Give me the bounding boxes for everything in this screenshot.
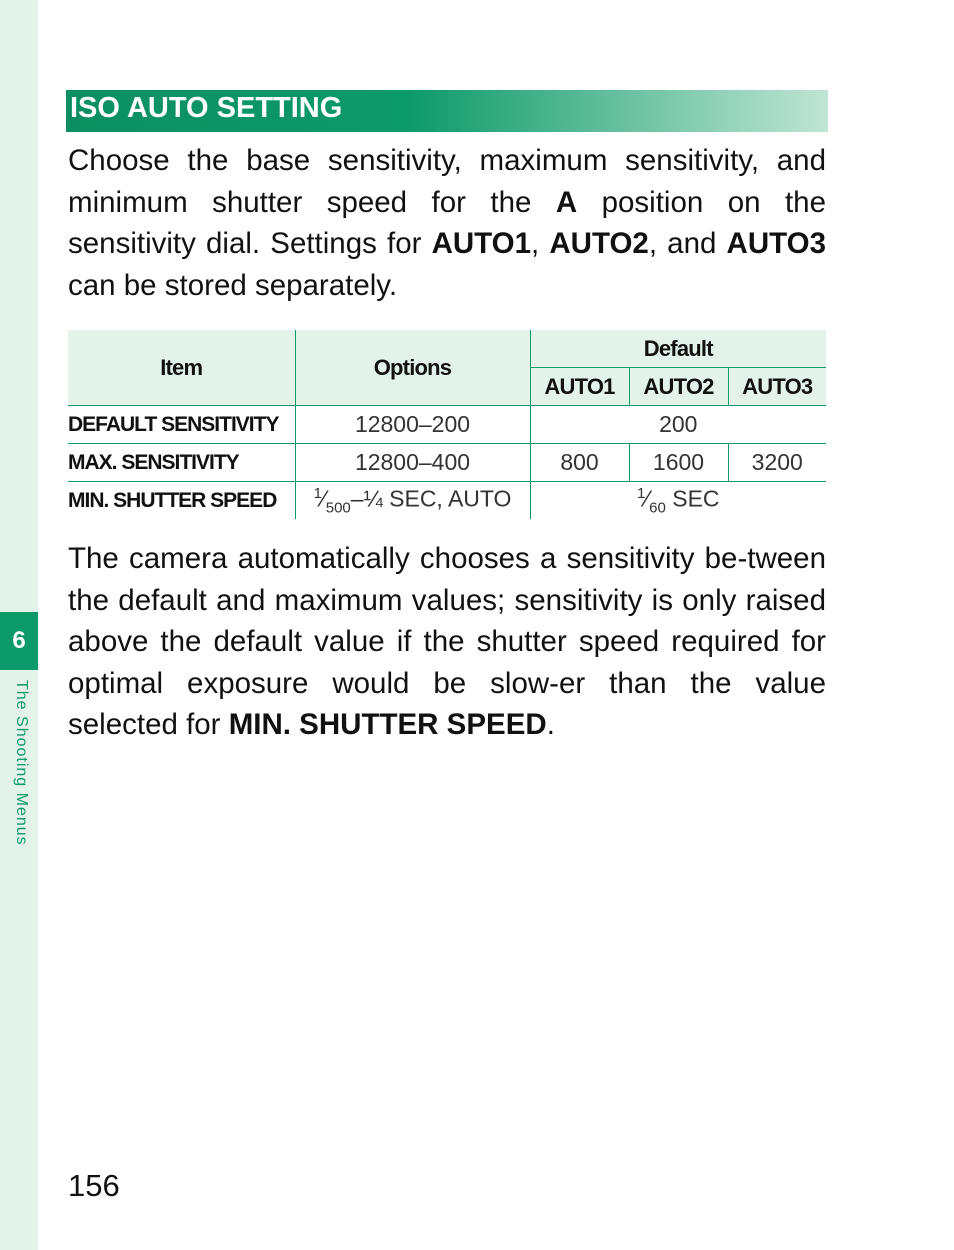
body-text-2: . <box>546 708 555 741</box>
intro-bold-auto3: AUTO3 <box>726 227 826 260</box>
body-paragraph <box>68 538 826 746</box>
intro-text-5: can be stored separately. <box>68 268 398 302</box>
table-row <box>68 406 826 444</box>
row-options: $^1⁄_{500}-\frac{1}{4}$ SEC, AUTO <box>295 482 530 520</box>
table-row <box>68 482 826 520</box>
header-auto3: AUTO3 <box>728 368 826 406</box>
header-default: Default <box>530 330 826 368</box>
row-options: 12800–400 <box>295 444 530 482</box>
intro-bold-a: A <box>555 185 578 219</box>
row-options: 12800–200 <box>295 406 530 444</box>
row-default: 200 <box>530 406 826 444</box>
table-row <box>68 444 826 482</box>
chapter-label: The Shooting Menus <box>13 680 30 846</box>
intro-text-2: position on the sensitivity dial. Settings for <box>68 185 827 260</box>
fraction-denominator: 500 <box>325 499 351 517</box>
section-title: ISO AUTO SETTING <box>66 90 828 132</box>
header-options: Options <box>295 330 530 406</box>
row-auto3: 3200 <box>728 444 826 482</box>
body-text-1: The camera automatically chooses a sensitivity be-tween the default and maximum values; sensitivity is only raised above the default value if the shutter speed required for optimal exposure would be slow-er than the value selected for <box>68 542 826 741</box>
row-item: MIN. SHUTTER SPEED <box>68 488 277 512</box>
header-auto1: AUTO1 <box>530 368 629 406</box>
options-rest: –¼ SEC, AUTO <box>350 485 512 512</box>
header-auto2: AUTO2 <box>629 368 728 406</box>
iso-auto-settings-table <box>68 330 826 519</box>
row-item: MAX. SENSITIVITY <box>68 444 295 482</box>
intro-bold-auto2: AUTO2 <box>549 227 649 260</box>
intro-bold-auto1: AUTO1 <box>431 227 532 260</box>
page-number: 156 <box>68 1168 120 1203</box>
body-bold-min-shutter: MIN. SHUTTER SPEED <box>228 708 547 741</box>
default-rest: SEC <box>665 485 720 512</box>
chapter-tab[interactable]: 6 <box>0 612 38 670</box>
row-item: DEFAULT SENSITIVITY <box>68 406 295 444</box>
intro-paragraph <box>68 140 826 306</box>
intro-text-1: Choose the base sensitivity, maximum sensitivity, and minimum shutter speed for the <box>68 144 826 219</box>
row-auto2: 1600 <box>629 444 728 482</box>
fraction-numerator: 1 <box>313 484 322 502</box>
row-default: $^1⁄_{60}$ SEC <box>530 482 826 520</box>
fraction-numerator: 1 <box>636 484 646 502</box>
row-auto1: 800 <box>530 444 629 482</box>
intro-text-4: , and <box>648 227 727 260</box>
fraction-denominator: 60 <box>649 499 666 517</box>
intro-text-3: , <box>531 227 550 260</box>
header-item: Item <box>68 330 295 406</box>
